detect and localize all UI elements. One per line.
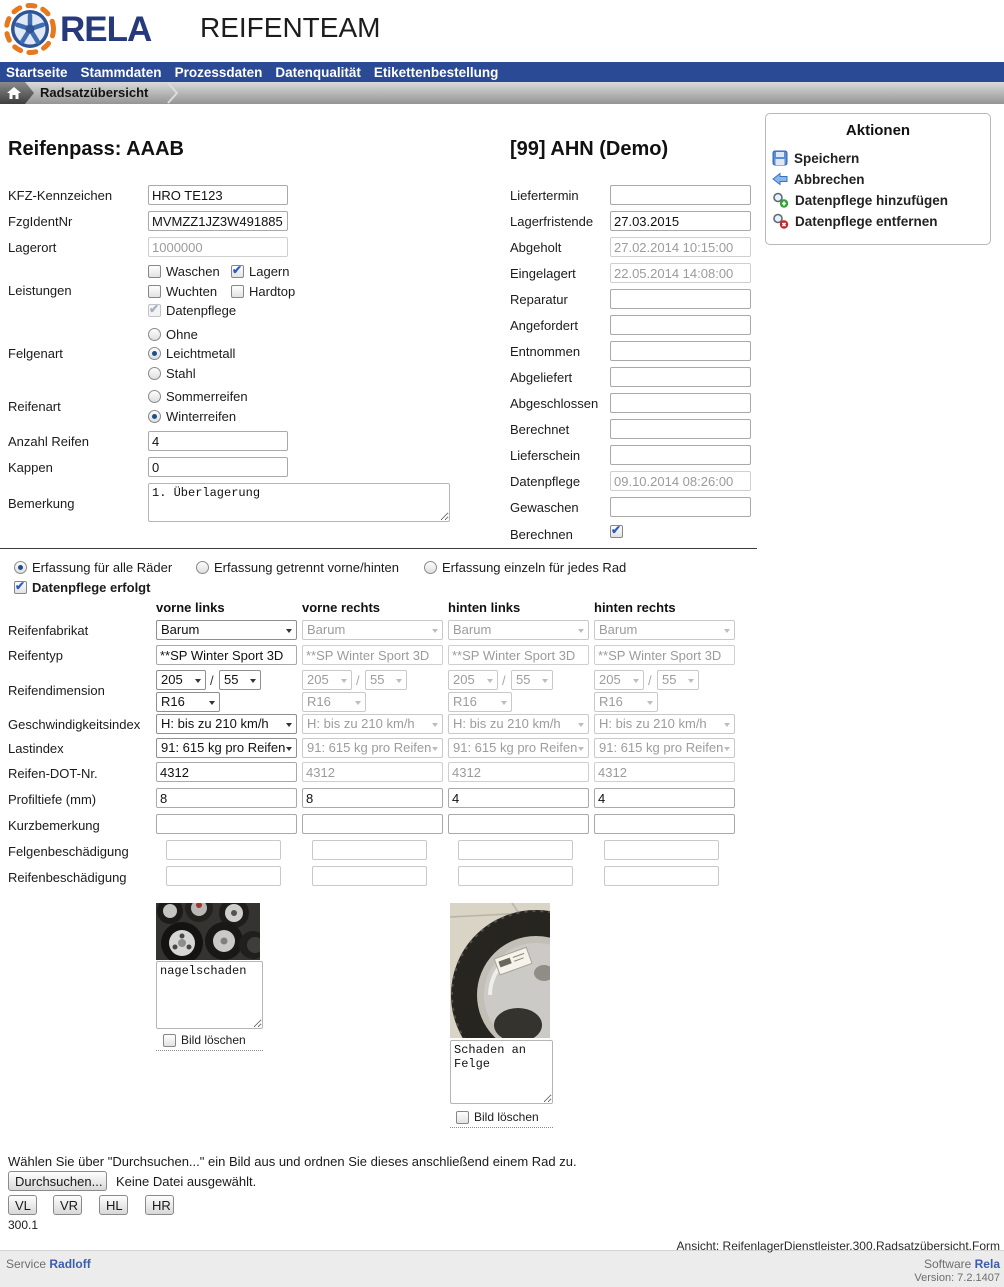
upload-instruction: Wählen Sie über "Durchsuchen..." ein Bild aus und ordnen Sie dieses anschließend einem Rad zu. [8,1154,577,1169]
checkbox-icon [231,265,244,278]
checkbox-icon [148,285,161,298]
fabrikat-select-vl[interactable]: Barum [156,620,297,640]
fabrikat-select-hl: Barum [448,620,589,640]
chevron-down-icon [542,679,548,683]
speed-select-vr: H: bis zu 210 km/h [302,714,443,734]
radio-stahl[interactable]: Stahl [148,366,196,381]
cancel-button[interactable]: Abbrechen [772,171,865,187]
felgen-input-hr[interactable] [604,840,719,860]
kurz-input-hr[interactable] [594,814,735,834]
reparatur-input[interactable] [610,289,751,309]
bemerkung-textarea[interactable] [148,483,450,522]
liefertermin-input[interactable] [610,185,751,205]
dim-ratio-select-vl[interactable]: 55 [219,670,261,690]
chevron-down-icon [487,679,493,683]
breadcrumb [0,82,1004,104]
photo1-caption-textarea[interactable] [156,961,263,1029]
berechnet-label: Berechnet [510,422,570,437]
speed-select-hl: H: bis zu 210 km/h [448,714,589,734]
home-icon [7,87,21,99]
save-button[interactable]: Speichern [772,150,859,166]
last-select-hr: 91: 615 kg pro Reifen [594,738,735,758]
schaden-input-vr[interactable] [312,866,427,886]
dot-label: Reifen-DOT-Nr. [8,766,98,781]
leistungen-label: Leistungen [8,283,72,298]
lagerfristende-label: Lagerfristende [510,214,594,229]
dim-diameter-select-hr: R16 [594,692,658,712]
last-select-vl[interactable]: 91: 615 kg pro Reifen [156,738,297,758]
radio-icon [148,410,161,423]
bemerkung-label: Bemerkung [8,496,75,511]
checkbox-hardtop[interactable]: Hardtop [231,284,295,299]
angefordert-label: Angefordert [510,318,578,333]
schaden-input-hl[interactable] [458,866,573,886]
photo2-delete-checkbox[interactable]: Bild löschen [456,1110,539,1124]
radio-ohne[interactable]: Ohne [148,327,198,342]
radio-icon [148,367,161,380]
checkbox-waschen[interactable]: Waschen [148,264,220,279]
nav-startseite[interactable]: Startseite [6,64,68,80]
fabrikat-label: Reifenfabrikat [8,623,89,638]
chevron-down-icon [578,629,584,633]
dot-input-vl[interactable] [156,762,297,782]
berechnen-checkbox[interactable] [610,525,623,538]
checkbox-icon [148,265,161,278]
form-code: 300.1 [8,1218,39,1232]
typ-input-hr [594,645,735,665]
speed-label: Geschwindigkeitsindex [8,717,141,732]
abgeholt-input [610,237,751,257]
chevron-down-icon [724,723,730,727]
dim-diameter-select-vr: R16 [302,692,366,712]
magnifier-remove-icon [772,213,789,229]
dim-diameter-select-hl: R16 [448,692,512,712]
radio-leichtmetall[interactable]: Leichtmetall [148,346,235,361]
dim-separator: / [210,673,214,688]
nav-etikettenbestellung[interactable]: Etikettenbestellung [373,64,499,80]
typ-input-vr [302,645,443,665]
checkbox-icon [148,304,161,317]
datenpflege-date-label: Datenpflege [510,474,581,489]
schaden-label: Reifenbeschädigung [8,870,127,885]
checkbox-icon [231,285,244,298]
nav-stammdaten[interactable]: Stammdaten [80,64,162,80]
brand-text: RELA [60,10,152,49]
dim-ratio-select-vr: 55 [365,670,407,690]
rim-damage-photo [450,903,550,1038]
radio-sommerreifen[interactable]: Sommerreifen [148,389,248,404]
radio-icon [148,390,161,403]
main-menubar [0,62,1004,82]
datenpflege-remove-button[interactable]: Datenpflege entfernen [772,213,938,229]
chevron-down-icon [250,679,256,683]
datenpflege-erfolgt-checkbox[interactable]: ✔ Datenpflege erfolgt [14,580,150,595]
chevron-down-icon [432,723,438,727]
datenpflege-add-button[interactable]: Datenpflege hinzufügen [772,192,948,208]
radio-icon [424,561,437,574]
dim-width-select-vr: 205 [302,670,352,690]
magnifier-add-icon [772,192,789,208]
back-arrow-icon [772,171,788,187]
gewaschen-label: Gewaschen [510,500,579,515]
entnommen-input[interactable] [610,341,751,361]
chevron-down-icon [724,747,730,751]
dim-width-select-hl: 205 [448,670,498,690]
datenpflege-date-input [610,471,751,491]
lagerfristende-input[interactable] [610,211,751,231]
schaden-input-hr[interactable] [604,866,719,886]
eingelagert-label: Eingelagert [510,266,576,281]
save-icon [772,150,788,166]
chevron-down-icon [195,679,201,683]
radio-icon [196,561,209,574]
column-hinten-links: hinten links [448,600,521,615]
profil-input-vr[interactable] [302,788,443,808]
checkbox-wuchten[interactable]: Wuchten [148,284,217,299]
chevron-down-icon [432,629,438,633]
kfz-label: KFZ-Kennzeichen [8,188,113,203]
breadcrumb-current[interactable]: Radsatzübersicht [40,85,149,100]
dot-input-hr [594,762,735,782]
footer-software-label: Software [923,1257,972,1271]
radio-erfassung-alle[interactable]: Erfassung für alle Räder [14,560,172,575]
kappen-input[interactable] [148,457,288,477]
abgeliefert-input[interactable] [610,367,751,387]
gewaschen-input[interactable] [610,497,751,517]
dot-input-hl [448,762,589,782]
anzahl-input[interactable] [148,431,288,451]
typ-input-hl [448,645,589,665]
felgen-input-hl[interactable] [458,840,573,860]
kurz-input-vr[interactable] [302,814,443,834]
no-file-text: Keine Datei ausgewählt. [116,1174,257,1189]
checkbox-icon [14,581,27,594]
chevron-down-icon [578,723,584,727]
dot-input-vr [302,762,443,782]
assign-hl-button[interactable]: HL [99,1195,128,1215]
schaden-input-vl[interactable] [166,866,281,886]
wheel-stack-photo [156,903,260,960]
photo2-separator [450,1115,553,1128]
abgeliefert-label: Abgeliefert [510,370,573,385]
entnommen-label: Entnommen [510,344,581,359]
page-title: Reifenpass: AAAB [8,138,184,160]
dim-diameter-select-vl[interactable]: R16 [156,692,220,712]
chevron-down-icon [647,701,653,705]
felgen-input-vr[interactable] [312,840,427,860]
dim-ratio-select-hr: 55 [657,670,699,690]
dim-separator: / [502,673,506,688]
chevron-down-icon [286,629,292,633]
chevron-down-icon [286,723,292,727]
photo1-separator [156,1038,263,1051]
client-title: [99] AHN (Demo) [510,138,669,160]
angefordert-input[interactable] [610,315,751,335]
speed-select-vl[interactable]: H: bis zu 210 km/h [156,714,297,734]
nav-prozessdaten[interactable]: Prozessdaten [174,64,263,80]
dim-ratio-select-hl: 55 [511,670,553,690]
last-select-vr: 91: 615 kg pro Reifen [302,738,443,758]
kfz-input[interactable] [148,185,288,205]
last-select-hl: 91: 615 kg pro Reifen [448,738,589,758]
column-vorne-rechts: vorne rechts [302,600,381,615]
dim-separator: / [648,673,652,688]
speed-select-hr: H: bis zu 210 km/h [594,714,735,734]
checkbox-datenpflege: ✔ Datenpflege [148,303,236,318]
profil-input-hl[interactable] [448,788,589,808]
footer-service-link[interactable]: Radloff [49,1257,91,1271]
footer-view: Ansicht: ReifenlagerDienstleister.300.Radsatzübersicht.Form [676,1239,1000,1253]
radio-erfassung-getrennt[interactable]: Erfassung getrennt vorne/hinten [196,560,399,575]
kappen-label: Kappen [8,460,53,475]
assign-hr-button[interactable]: HR [145,1195,174,1215]
felgenart-label: Felgenart [8,346,63,361]
chevron-down-icon [724,629,730,633]
fzgident-input[interactable] [148,211,288,231]
profil-input-vl[interactable] [156,788,297,808]
lagerort-input [148,237,288,257]
chevron-down-icon [396,679,402,683]
dimension-label: Reifendimension [8,683,105,698]
profil-label: Profiltiefe (mm) [8,792,97,807]
chevron-down-icon [501,701,507,705]
lieferschein-label: Lieferschein [510,448,581,463]
chevron-down-icon [341,679,347,683]
chevron-down-icon [432,747,438,751]
footer-service-label: Service [6,1257,47,1271]
chevron-separator-icon [166,82,180,104]
dim-width-select-hr: 205 [594,670,644,690]
typ-label: Reifentyp [8,648,63,663]
footer-software-link[interactable]: Rela [974,1257,1000,1271]
chevron-down-icon [355,701,361,705]
chevron-down-icon [633,679,639,683]
eingelagert-input [610,263,751,283]
column-hinten-rechts: hinten rechts [594,600,676,615]
browse-button[interactable]: Durchsuchen... [8,1171,107,1191]
berechnen-label: Berechnen [510,527,573,542]
fzgident-label: FzgIdentNr [8,214,73,229]
radio-erfassung-einzeln[interactable]: Erfassung einzeln für jedes Rad [424,560,626,575]
footer [0,1250,1004,1287]
actions-title: Aktionen [845,122,911,139]
typ-input-vl[interactable] [156,645,297,665]
lagerort-label: Lagerort [8,240,57,255]
kurz-input-vl[interactable] [156,814,297,834]
abgeschlossen-label: Abgeschlossen [510,396,599,411]
radio-icon [14,561,27,574]
berechnet-input[interactable] [610,419,751,439]
app-title: REIFENTEAM [200,12,381,43]
lieferschein-input[interactable] [610,445,751,465]
chevron-down-icon [286,747,292,751]
chevron-down-icon [688,679,694,683]
liefertermin-label: Liefertermin [510,188,579,203]
reifenart-label: Reifenart [8,399,61,414]
radio-icon [148,347,161,360]
photo2-caption-textarea[interactable] [450,1040,553,1104]
section-divider [0,548,757,549]
chevron-down-icon [209,701,215,705]
abgeschlossen-input[interactable] [610,393,751,413]
wheel-logo-icon [4,2,60,58]
footer-version: Version: 7.2.1407 [914,1272,1000,1284]
checkbox-icon [610,525,623,538]
assign-vl-button[interactable]: VL [8,1195,37,1215]
felgen-input-vl[interactable] [166,840,281,860]
nav-datenqualitaet[interactable]: Datenqualität [275,64,361,80]
kurz-label: Kurzbemerkung [8,818,100,833]
last-label: Lastindex [8,741,64,756]
kurz-input-hl[interactable] [448,814,589,834]
felgen-label: Felgenbeschädigung [8,844,129,859]
checkbox-lagern[interactable]: ✔ Lagern [231,264,289,279]
assign-vr-button[interactable]: VR [53,1195,82,1215]
reparatur-label: Reparatur [510,292,568,307]
chevron-down-icon [578,747,584,751]
dim-separator: / [356,673,360,688]
radio-winterreifen[interactable]: Winterreifen [148,409,236,424]
column-vorne-links: vorne links [156,600,225,615]
dim-width-select-vl[interactable]: 205 [156,670,206,690]
fabrikat-select-vr: Barum [302,620,443,640]
profil-input-hr[interactable] [594,788,735,808]
fabrikat-select-hr: Barum [594,620,735,640]
radio-icon [148,328,161,341]
anzahl-label: Anzahl Reifen [8,434,89,449]
photo1-delete-checkbox[interactable]: Bild löschen [163,1033,246,1047]
abgeholt-label: Abgeholt [510,240,562,255]
